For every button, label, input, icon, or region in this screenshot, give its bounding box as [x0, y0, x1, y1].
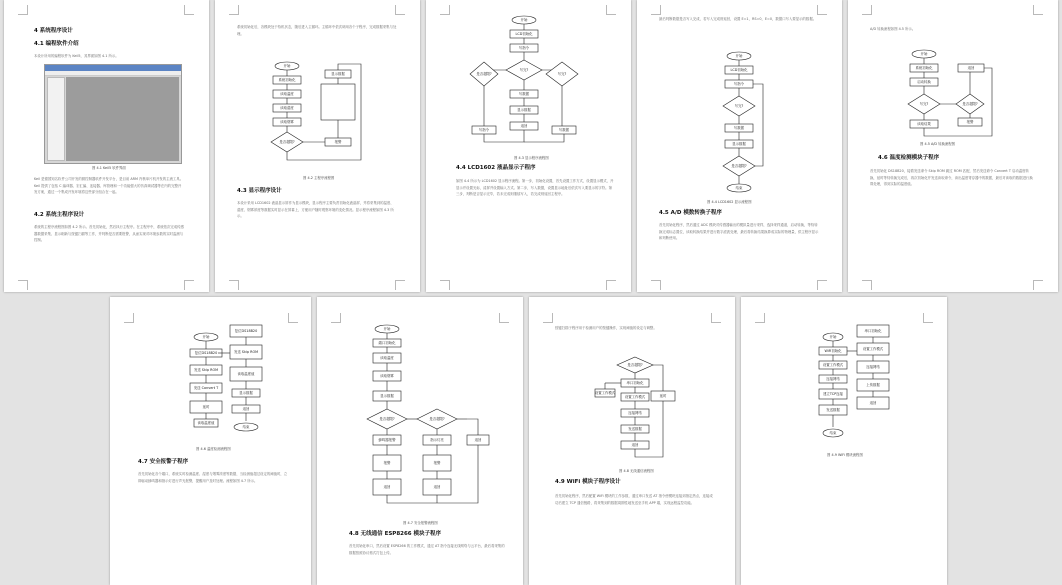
- document-page-9[interactable]: [741, 297, 947, 585]
- display-flowchart: [462, 14, 592, 154]
- subsection-heading: 4.2 系统主程序设计: [34, 212, 85, 218]
- svg-text:写完?: 写完?: [519, 68, 529, 72]
- svg-text:延时: 延时: [659, 394, 667, 398]
- body-paragraph: A/D 转换流程如图 4.5 所示。: [870, 27, 916, 31]
- document-page-7[interactable]: [317, 297, 523, 585]
- svg-text:设置工作模式: 设置工作模式: [594, 391, 616, 395]
- figure-caption: 图 4.4 LCD1602 显示流程图: [707, 200, 752, 204]
- svg-text:端口初始化: 端口初始化: [378, 341, 396, 345]
- document-page-3[interactable]: [426, 0, 631, 292]
- section-heading: 4.9 WiFi 模块子程序设计: [555, 479, 621, 485]
- figure-caption: 图 4.2 主程序流程图: [303, 176, 335, 180]
- svg-text:是否超限?: 是否超限?: [429, 417, 445, 421]
- svg-text:结束: 结束: [829, 431, 837, 436]
- svg-text:开始: 开始: [383, 327, 391, 332]
- svg-text:开始: 开始: [829, 335, 837, 340]
- svg-text:写数据: 写数据: [733, 126, 745, 130]
- wifi-flowchart: [815, 323, 915, 453]
- svg-text:显示数据: 显示数据: [380, 394, 394, 398]
- software-screenshot: [44, 64, 182, 164]
- body-paragraph: 首先初始化串口，然后设置 ESP8266 的工作模式，通过 AT 指令连接无线网络与云平台，最后将采集的数据按照协议格式打包上传。: [349, 544, 505, 555]
- svg-text:写完?: 写完?: [557, 72, 567, 76]
- svg-text:返回: 返回: [474, 438, 482, 442]
- figure-caption: 图 4.5 A/D 转换流程图: [920, 142, 956, 146]
- body-paragraph: 本设计采用 LCD1602 液晶显示屏作为显示模块，显示程序主要负责初始化液晶屏，并将采集到的温度、湿度、烟雾浓度等数据实时显示在屏幕上，方便用户随时观察环境的变化情况。显示程序流程如图 4.3 所示。: [237, 201, 394, 219]
- svg-text:复位DS18B20: 复位DS18B20: [194, 351, 218, 355]
- subsection-heading: 4.1 编程软件介绍: [34, 41, 79, 47]
- svg-text:启动转换: 启动转换: [917, 80, 931, 84]
- svg-text:写指令: 写指令: [518, 46, 530, 50]
- svg-text:指示灯亮: 指示灯亮: [430, 438, 444, 442]
- document-page-2[interactable]: [215, 0, 420, 292]
- svg-text:系统初始化: 系统初始化: [278, 78, 296, 82]
- svg-text:写数据: 写数据: [558, 128, 570, 132]
- lcd-flowchart: [709, 50, 769, 200]
- svg-text:返回: 返回: [383, 485, 391, 489]
- svg-text:读取烟雾: 读取烟雾: [380, 374, 394, 378]
- svg-text:写指令: 写指令: [733, 82, 745, 86]
- body-paragraph: 首先初始化 DS18B20，接着发送命令 Skip ROM 跳过 ROM 匹配，然后发送命令 Convert T 启动温度转换，延时等待转换完成后，再次初始化并发送读取命令，读出温度寄存器中的数据，最后对读取的数据进行换算处理，得到实际的温度值。: [870, 169, 1033, 187]
- flow-loop: [321, 84, 355, 120]
- body-paragraph: 系统的主程序流程图如图 4.2 所示。首先初始化，然后执行主程序。在主程序中，系统依次完成传感器数据采集、显示刷新与按键扫描等工作，并判断是否需要报警，从而实现对环境参数的实时监测与控制。: [34, 225, 184, 243]
- figure-caption: 图 4.3 显示程序流程图: [514, 156, 549, 160]
- svg-text:读取温度值: 读取温度值: [197, 421, 215, 425]
- svg-text:显示数据: 显示数据: [331, 72, 345, 76]
- svg-text:是否超限?: 是否超限?: [476, 72, 492, 76]
- section-heading: 4.7 安全报警子程序: [138, 459, 189, 465]
- svg-text:读取温度: 读取温度: [380, 356, 394, 360]
- svg-text:显示数据: 显示数据: [732, 142, 746, 146]
- svg-text:开始: 开始: [202, 335, 210, 340]
- svg-text:发送 Skip ROM: 发送 Skip ROM: [193, 368, 219, 372]
- figure-caption: 图 4.1 Keil5 软件界面: [92, 166, 126, 170]
- figure-caption: 图 4.8 无线通信流程图: [619, 469, 654, 473]
- figure-caption: 图 4.9 WiFi 模块流程图: [827, 453, 863, 457]
- svg-text:显示数据: 显示数据: [517, 108, 531, 112]
- svg-text:建立TCP连接: 建立TCP连接: [823, 392, 843, 396]
- svg-text:开始: 开始: [735, 54, 743, 59]
- svg-text:系统初始化: 系统初始化: [915, 66, 933, 70]
- svg-text:结束: 结束: [735, 186, 743, 191]
- svg-text:返回: 返回: [520, 124, 528, 128]
- body-paragraph: 按键扫描子程序用于检测用户的按键操作，实现阈值的设定与调整。: [555, 326, 657, 330]
- temperature-flowchart: [184, 323, 274, 445]
- svg-text:报警: 报警: [383, 461, 391, 465]
- svg-text:设置工作模式: 设置工作模式: [822, 363, 844, 367]
- svg-text:发送数据: 发送数据: [826, 408, 840, 412]
- adc-flowchart: [902, 48, 1002, 140]
- svg-text:返回: 返回: [967, 66, 975, 70]
- svg-text:是否超限?: 是否超限?: [279, 140, 295, 144]
- svg-text:连接网络: 连接网络: [826, 377, 840, 381]
- svg-text:延时: 延时: [202, 405, 210, 409]
- section-heading: 4 系统程序设计: [34, 28, 73, 34]
- svg-text:读取温度: 读取温度: [280, 92, 294, 96]
- svg-text:是否超限?: 是否超限?: [962, 102, 978, 106]
- body-paragraph: 首先初始化各个端口，系统实时检测温度、湿度与烟雾浓度等数据，当检测值超过设定的阈值时，立即驱动蜂鸣器和指示灯进行声光报警，提醒用户及时处理。流程如图 4.7 所示。: [138, 472, 288, 483]
- svg-text:写指令: 写指令: [478, 128, 490, 132]
- svg-text:报警: 报警: [966, 120, 974, 124]
- document-page-5[interactable]: [848, 0, 1058, 292]
- wireless-flowchart: [594, 357, 679, 467]
- svg-text:报警: 报警: [334, 140, 342, 144]
- svg-text:是否超限?: 是否超限?: [379, 417, 395, 421]
- body-paragraph: 最后判断数据是否写入完成，若写入完成则返回，设置 E=1，RS=0，E=0，数据口写入要显示的数据。: [659, 17, 817, 21]
- svg-text:设置工作模式: 设置工作模式: [624, 395, 646, 399]
- svg-text:返回: 返回: [869, 401, 877, 405]
- svg-text:发送数据: 发送数据: [628, 427, 642, 431]
- svg-text:写完?: 写完?: [919, 102, 929, 106]
- svg-text:发送 Convert T: 发送 Convert T: [193, 386, 219, 390]
- body-paragraph: 系统初始化后，各模块处于待机状态，随后进入主循环。主循环中依次调用各个子程序，完成数据采集与处理。: [237, 25, 397, 36]
- svg-text:返回: 返回: [242, 407, 250, 411]
- section-heading: 4.6 温度检测模块子程序: [878, 155, 940, 161]
- alarm-flowchart: [367, 323, 497, 523]
- document-page-6[interactable]: [110, 297, 311, 585]
- document-page-1[interactable]: [4, 0, 209, 292]
- svg-text:开始: 开始: [283, 64, 291, 69]
- svg-text:写数据: 写数据: [518, 92, 530, 96]
- svg-text:开始: 开始: [920, 52, 928, 57]
- body-paragraph: 首先初始化程序，然后通过 ADC 模块对传感器输出的模拟量进行采样，选择采样通道，启动转换，等待转换完成标志置位，读取转换结果并进行数字滤波处理，最后将转换结果换算成实际的物理量，供主程序显示和判断使用。: [659, 223, 819, 241]
- document-page-4[interactable]: [637, 0, 842, 292]
- section-heading: 4.5 A/D 模数转换子程序: [659, 210, 722, 216]
- svg-text:是否超限?: 是否超限?: [731, 164, 747, 168]
- svg-text:读取温度值: 读取温度值: [237, 372, 255, 376]
- svg-text:蜂鸣器报警: 蜂鸣器报警: [378, 438, 396, 442]
- svg-text:连接网络: 连接网络: [628, 411, 642, 415]
- intro-text: 本设计所用的编程软件为 Keil5，其界面如图 4.1 所示。: [34, 54, 119, 58]
- svg-text:发送 Skip ROM: 发送 Skip ROM: [233, 350, 259, 354]
- svg-text:读取湿度: 读取湿度: [280, 106, 294, 110]
- svg-text:是否超限?: 是否超限?: [627, 363, 643, 367]
- svg-text:显示数据: 显示数据: [239, 391, 253, 395]
- svg-text:报警: 报警: [433, 461, 441, 465]
- body-paragraph: Keil 是德国知名软件公司开发的微控制器软件开发平台，是目前 ARM 内核单片机开发的主流工具。Keil 提供了包括 C 编译器、宏汇编、连接器、库管理和一个功能强大的仿真调试器等在内的完整开发方案，通过一个集成开发环境将这些部分组合在一起。: [34, 177, 184, 195]
- figure-caption: 图 4.6 温度检测流程图: [196, 447, 231, 451]
- svg-text:写完?: 写完?: [734, 104, 744, 108]
- svg-text:读取结果: 读取结果: [917, 122, 931, 126]
- svg-text:上传数据: 上传数据: [866, 383, 880, 387]
- svg-text:复位DS18B20: 复位DS18B20: [234, 329, 258, 333]
- svg-text:连接网络: 连接网络: [866, 365, 880, 369]
- figure-caption: 图 4.7 安全报警流程图: [403, 521, 438, 525]
- svg-text:WiFi初始化: WiFi初始化: [824, 349, 842, 353]
- svg-text:返回: 返回: [631, 443, 639, 447]
- body-paragraph: 如图 4.4 所示为 LCD1602 显示程序流程。第一步，初始化设置，首先设置工作方式，设置显示模式，开显示并设置光标，清屏并设置输入方式。第二步，写入数据，设置显示地址后依次写入要显示的字符。第三步，判断是否显示完毕，若未完成则继续写入，若完成则返回主程序。: [456, 179, 614, 197]
- section-heading: 4.8 无线通信 ESP8266 模块子程序: [349, 531, 442, 537]
- main-flowchart: [265, 60, 375, 172]
- svg-text:读取烟雾: 读取烟雾: [280, 120, 294, 124]
- svg-text:串口初始化: 串口初始化: [864, 329, 882, 333]
- section-heading: 4.3 显示程序设计: [237, 188, 282, 194]
- svg-text:返回: 返回: [433, 485, 441, 489]
- svg-text:LCD初始化: LCD初始化: [730, 68, 748, 72]
- document-page-8[interactable]: [529, 297, 735, 585]
- svg-text:串口初始化: 串口初始化: [626, 381, 644, 385]
- svg-text:设置工作模式: 设置工作模式: [862, 347, 884, 351]
- body-paragraph: 首先初始化程序，然后配置 WiFi 模块的工作参数，通过串口发送 AT 指令使模块连接到指定热点，连接成功后建立 TCP 通信链路，将采集到的数据周期性地发送至手机 APP 端，实现远程监控功能。: [555, 494, 713, 505]
- svg-text:结束: 结束: [242, 425, 250, 430]
- section-heading: 4.4 LCD1602 液晶显示子程序: [456, 165, 536, 171]
- svg-text:LCD初始化: LCD初始化: [515, 32, 533, 36]
- svg-text:开始: 开始: [520, 18, 528, 23]
